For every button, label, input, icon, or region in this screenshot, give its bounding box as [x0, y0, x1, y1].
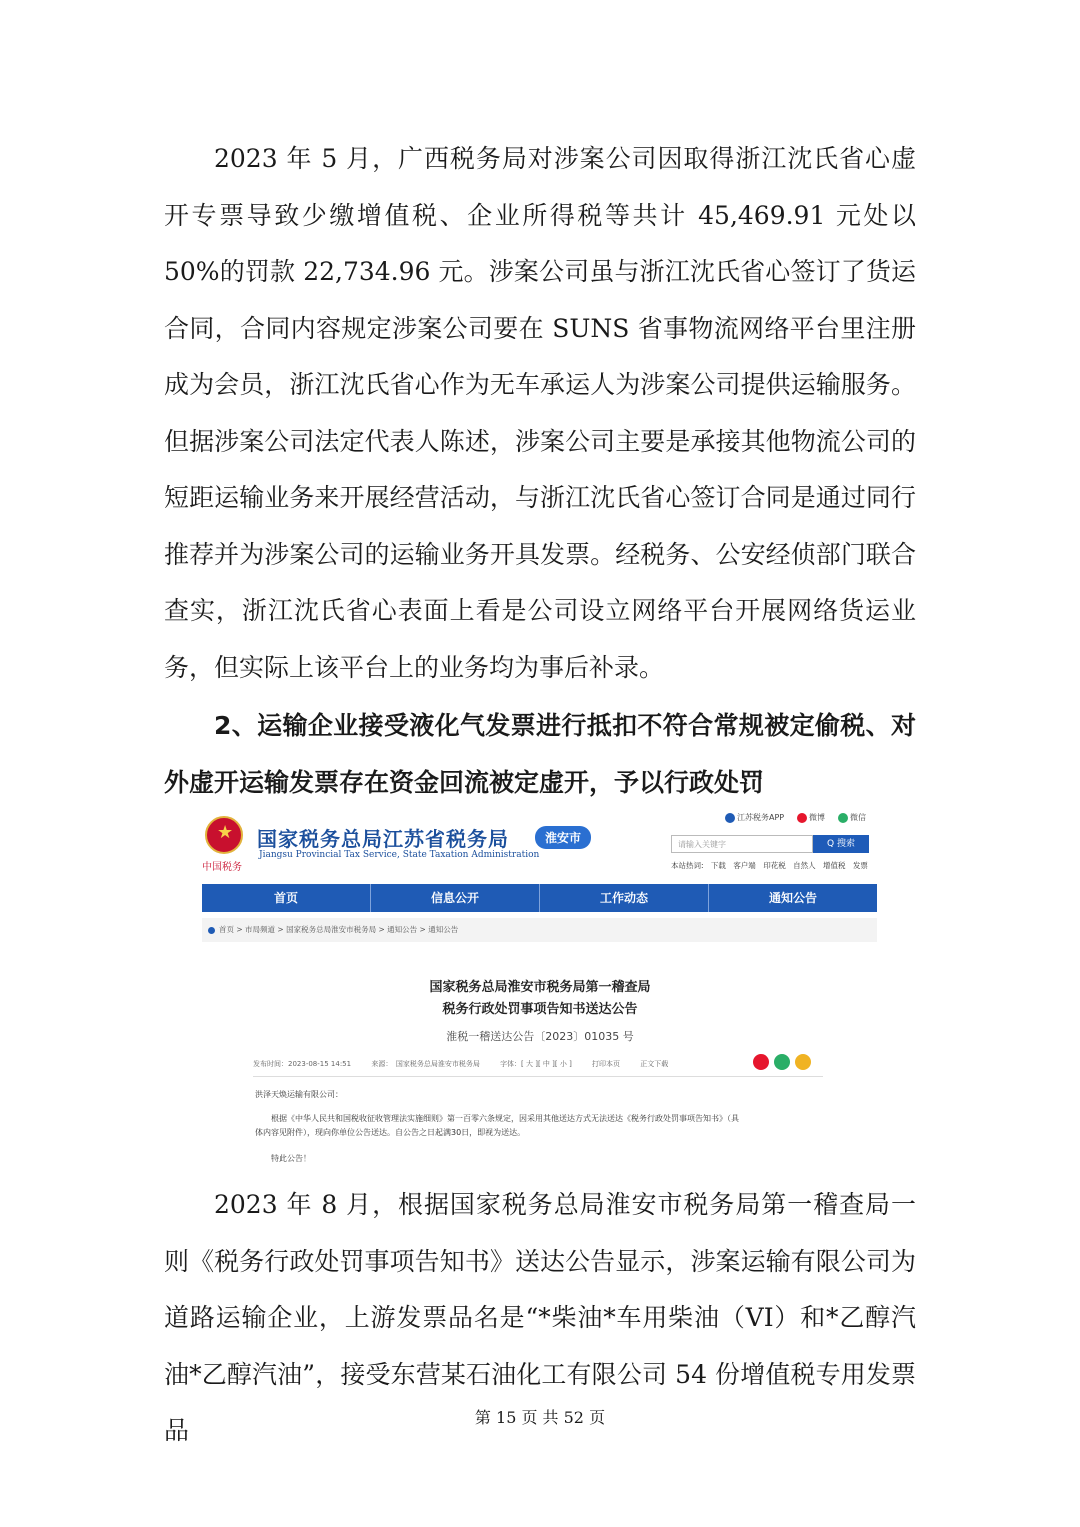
- weibo-icon: [797, 813, 807, 823]
- hot-word[interactable]: 自然人: [793, 861, 816, 870]
- breadcrumb: 首页 > 市局频道 > 国家税务总局淮安市税务局 > 通知公告 > 通知公告: [202, 918, 877, 942]
- nav-notices[interactable]: 通知公告: [768, 891, 817, 905]
- addressee: 洪泽天焕运输有限公司：: [255, 1090, 343, 1099]
- site-name-en: Jiangsu Provincial Tax Service, State Taxation Administration: [259, 850, 540, 860]
- article-title-line1: 国家税务总局淮安市税务局第一稽查局: [429, 980, 651, 995]
- site-name-cn: 国家税务总局江苏省税务局: [257, 827, 509, 851]
- location-pin-icon: [208, 927, 215, 934]
- emblem-caption: 中国税务: [202, 862, 242, 873]
- wechat-icon: [838, 813, 848, 823]
- source: 来源： 国家税务总局淮安市税务局: [371, 1060, 480, 1068]
- search-input[interactable]: 请输入关键字: [671, 835, 813, 853]
- paragraph-2: 2023 年 8 月，根据国家税务总局淮安市税务局第一稽查局一则《税务行政处罚事项告知书》送达公告显示，涉案运输有限公司为道路运输企业，上游发票品名是“*柴油*车用柴油（VI）和*乙醇汽油*乙醇汽油”，接受东营某石油化工有限公司 54 份增值税专用发票品: [164, 1190, 916, 1445]
- embedded-website-screenshot: [197, 808, 883, 1170]
- section-heading-2: 2、运输企业接受液化气发票进行抵扣不符合常规被定偷税、对外虚开运输发票存在资金回流被定虚开，予以行政处罚: [164, 711, 916, 797]
- article-title-line2: 税务行政处罚事项告知书送达公告: [442, 1002, 638, 1017]
- share-qzone-icon[interactable]: [795, 1054, 811, 1070]
- nav-home[interactable]: 首页: [202, 884, 371, 912]
- notice-body-line1: 根据《中华人民共和国税收征收管理法实施细则》第一百零六条规定，因采用其他送达方式无法送达《税务行政处罚事项告知书》（具: [271, 1114, 739, 1123]
- nav-work-news[interactable]: 工作动态: [540, 884, 709, 912]
- hot-word[interactable]: 印花税: [763, 861, 786, 870]
- hot-word[interactable]: 客户端: [733, 861, 756, 870]
- weibo-link[interactable]: 微博: [797, 812, 825, 823]
- nav-info-disclosure[interactable]: 信息公开: [371, 884, 540, 912]
- download-link[interactable]: 正文下载: [640, 1060, 669, 1068]
- app-link[interactable]: 江苏税务APP: [725, 812, 784, 823]
- publish-time: 发布时间：2023-08-15 14:51: [253, 1060, 352, 1068]
- hot-label: 本站热词:: [671, 861, 704, 870]
- page-footer: 第 15 页 共 52 页: [474, 1408, 606, 1427]
- hot-word[interactable]: 发票: [852, 861, 868, 870]
- app-icon: [725, 813, 735, 823]
- wechat-link[interactable]: 微信: [838, 812, 866, 823]
- hot-word[interactable]: 下载: [710, 861, 726, 870]
- national-emblem-icon: [205, 816, 243, 854]
- share-wechat-icon[interactable]: [774, 1054, 790, 1070]
- search-button[interactable]: Q 搜索: [813, 835, 869, 853]
- font-size-switch[interactable]: 字体：[ 大 ][ 中 ][ 小 ]: [500, 1060, 572, 1068]
- share-weibo-icon[interactable]: [753, 1054, 769, 1070]
- document-number: 淮税一稽送达公告〔2023〕01035 号: [446, 1030, 634, 1043]
- city-badge[interactable]: 淮安市: [535, 826, 591, 849]
- meta-divider: [253, 1076, 823, 1077]
- main-nav: [202, 884, 877, 912]
- notice-closing: 特此公告！: [271, 1154, 311, 1163]
- hot-words: [671, 860, 873, 871]
- paragraph-1: 2023 年 5 月，广西税务局对涉案公司因取得浙江沈氏省心虚开专票导致少缴增值税、企业所得税等共计 45,469.91 元处以 50%的罚款 22,734.96 元。涉案公司虽与浙江沈氏省心签订了货运合同，合同内容规定涉案公司要在 SUNS 省事物流网络平台里注册成为会员，浙江沈氏省心作为无车承运人为涉案公司提供运输服务。但据涉案公司法定代表人陈述，涉案公司主要是承接其他物流公司的短距运输业务来开展经营活动，与浙江沈氏省心签订合同是通过同行推荐并为涉案公司的运输业务开具发票。经税务、公安经侦部门联合查实，浙江沈氏省心表面上看是公司设立网络平台开展网络货运业务，但实际上该平台上的业务均为事后补录。: [164, 144, 916, 682]
- print-link[interactable]: 打印本页: [592, 1060, 621, 1068]
- notice-body-line2: 体内容见附件），现向你单位公告送达。自公告之日起满30日，即视为送达。: [255, 1128, 526, 1137]
- hot-word[interactable]: 增值税: [822, 861, 846, 870]
